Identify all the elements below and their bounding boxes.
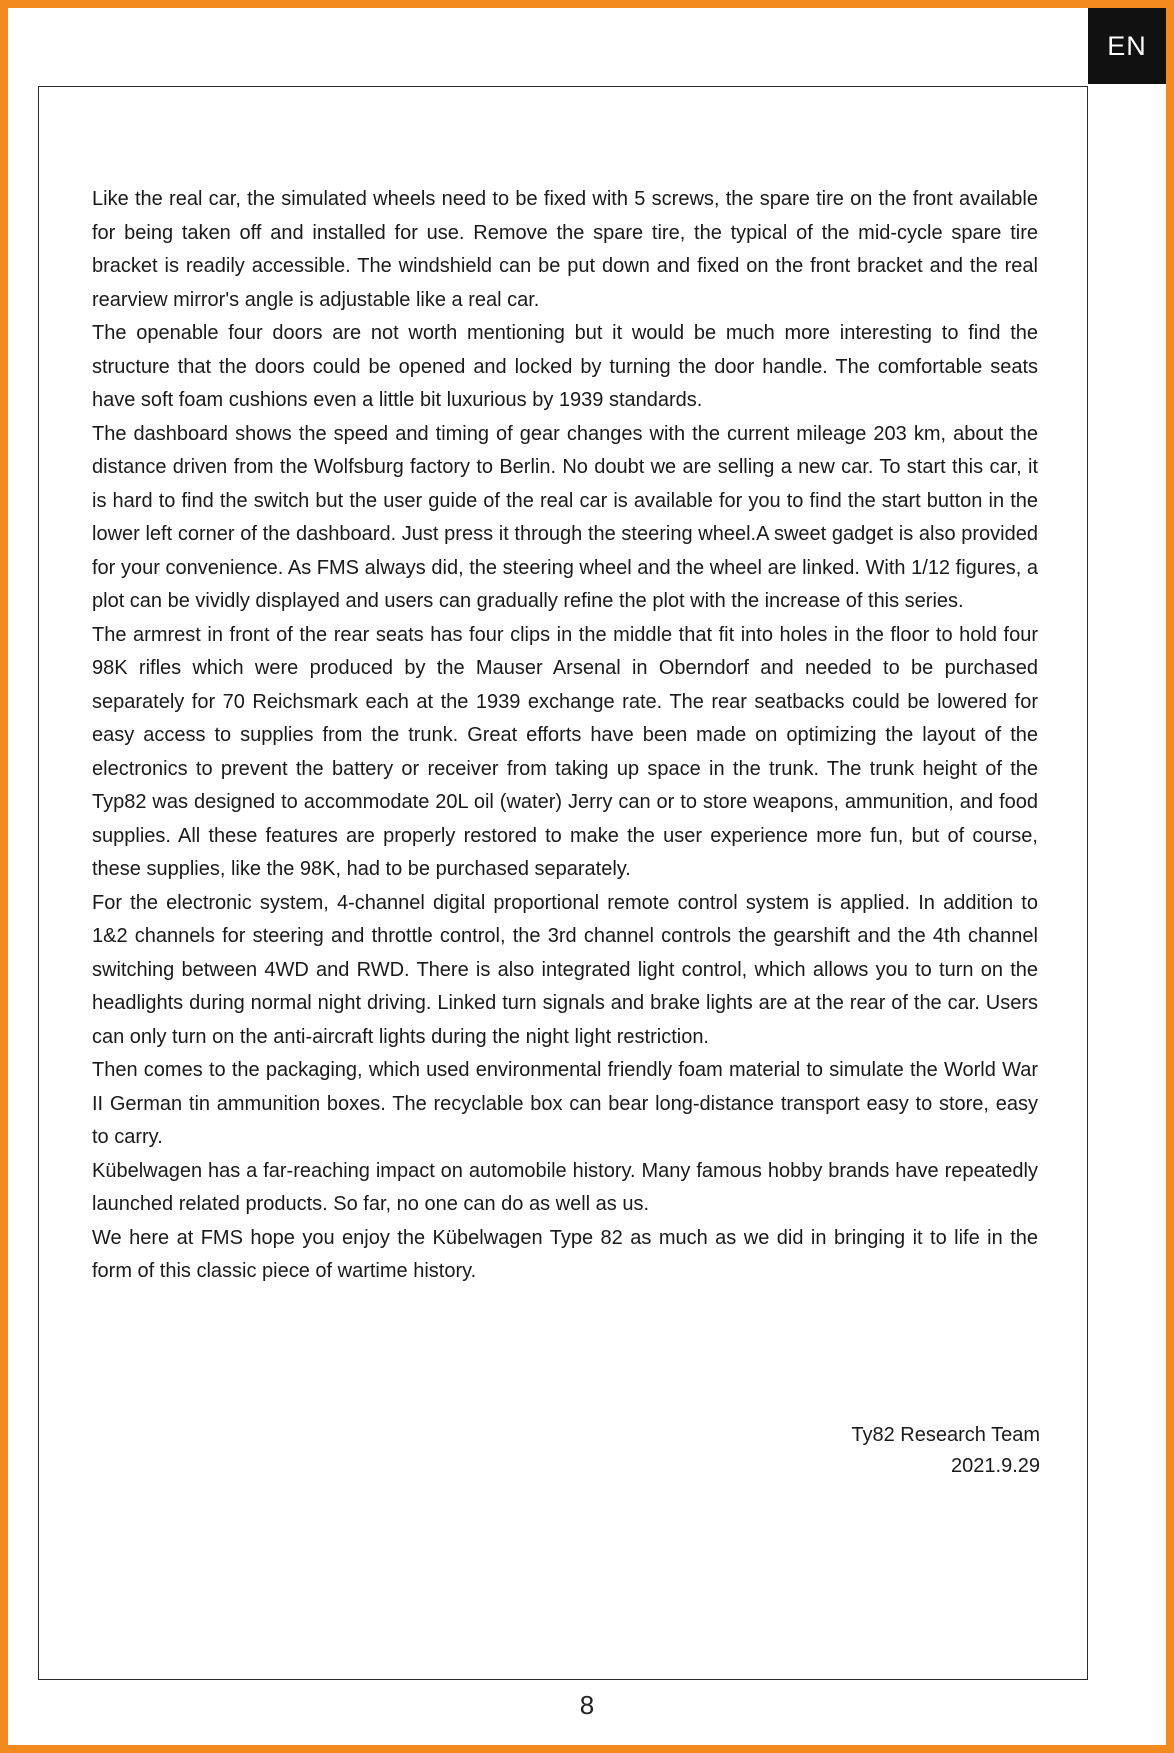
- signature: [700, 1420, 1040, 1482]
- paragraph-packaging: Then comes to the packaging, which used environmental friendly foam material to simulate the World War II German tin ammunition boxes. The recyclable box can bear long-distance transport easy to store, easy to carry.: [92, 1059, 1038, 1148]
- paragraph-dashboard: The dashboard shows the speed and timing of gear changes with the current mileage 203 km, about the distance driven from the Wolfsburg factory to Berlin. No doubt we are selling a new car. To start this car, it is hard to find the switch but the user guide of the real car is available for you to find the start button in the lower left corner of the dashboard. Just press it through the steering wheel.A sweet gadget is also provided for your convenience. As FMS always did, the steering wheel and the wheel are linked. With 1/12 figures, a plot can be vividly displayed and users can gradually refine the plot with the increase of this series.: [92, 422, 1038, 612]
- paragraph-impact: Kübelwagen has a far-reaching impact on automobile history. Many famous hobby brands have repeatedly launched related products. So far, no one can do as well as us.: [92, 1159, 1038, 1215]
- signature-team: Ty82 Research Team: [851, 1424, 1040, 1446]
- paragraph-closing: We here at FMS hope you enjoy the Kübelwagen Type 82 as much as we did in bringing it to life in the form of this classic piece of wartime history.: [92, 1226, 1038, 1282]
- paragraph-wheels: Like the real car, the simulated wheels need to be fixed with 5 screws, the spare tire on the front available for being taken off and installed for use. Remove the spare tire, the typical of the mid-cycle spare tire bracket is readily accessible. The windshield can be put down and fixed on the front bracket and the real rearview mirror's angle is adjustable like a real car.: [92, 188, 1038, 311]
- paragraph-electronics: For the electronic system, 4-channel digital proportional remote control system is applied. In addition to 1&2 channels for steering and throttle control, the 3rd channel controls the gearshift and the 4th channel switching between 4WD and RWD. There is also integrated light control, which allows you to turn on the headlights during normal night driving. Linked turn signals and brake lights are at the rear of the car. Users can only turn on the anti-aircraft lights during the night light restriction.: [92, 891, 1038, 1048]
- paragraph-armrest: The armrest in front of the rear seats has four clips in the middle that fit into holes in the floor to hold four 98K rifles which were produced by the Mauser Arsenal in Oberndorf and needed to be purchased separately for 70 Reichsmark each at the 1939 exchange rate. The rear seatbacks could be lowered for easy access to supplies from the trunk. Great efforts have been made on optimizing the layout of the electronics to prevent the battery or receiver from taking up space in the trunk. The trunk height of the Typ82 was designed to accommodate 20L oil (water) Jerry can or to store weapons, ammunition, and food supplies. All these features are properly restored to make the user experience more fun, but of course, these supplies, like the 98K, had to be purchased separately.: [92, 623, 1038, 880]
- page-number: 8: [579, 1690, 595, 1720]
- paragraph-doors: The openable four doors are not worth mentioning but it would be much more interesting to find the structure that the doors could be opened and locked by turning the door handle. The comfortable seats have soft foam cushions even a little bit luxurious by 1939 standards.: [92, 322, 1038, 411]
- language-tab: EN: [1088, 8, 1166, 84]
- signature-date: 2021.9.29: [951, 1455, 1040, 1477]
- body-text: [92, 183, 1038, 1289]
